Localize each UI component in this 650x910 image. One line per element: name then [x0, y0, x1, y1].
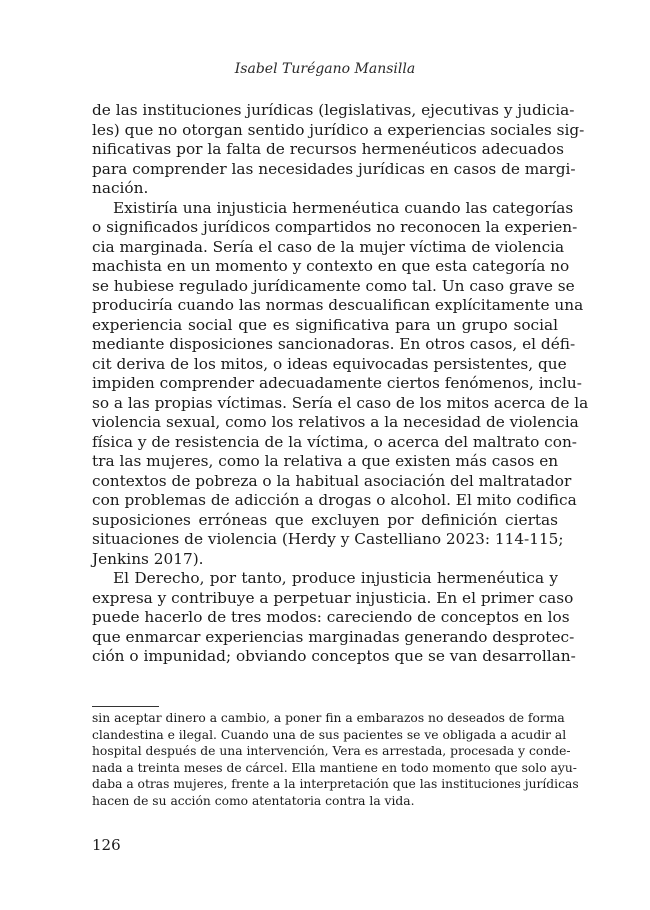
- footnote-line: clandestina e ilegal. Cuando una de sus pacientes se ve obligada a acudir al: [92, 727, 567, 742]
- body-text-line: nación.: [92, 179, 149, 197]
- footnote-divider: [92, 706, 159, 707]
- body-text-line: expresa y contribuye a perpetuar injusticia. En el primer caso: [92, 588, 574, 607]
- body-text-line: contextos de pobreza o la habitual asociación del maltratador: [92, 471, 572, 490]
- body-text-line: cit deriva de los mitos, o ideas equivocadas persistentes, que: [92, 354, 567, 373]
- body-text-line: impiden comprender adecuadamente ciertos fenómenos, inclu-: [92, 374, 582, 392]
- footnote-line: hospital después de una intervención, Vera es arrestada, procesada y conde-: [92, 744, 571, 758]
- footnote-line: hacen de su acción como atentatoria contra la vida.: [92, 793, 415, 808]
- footnote-line: nada a treinta meses de cárcel. Ella mantiene en todo momento que solo ayu-: [92, 760, 577, 775]
- body-text-line: Jenkins 2017).: [92, 549, 204, 568]
- body-text-line: o significados jurídicos compartidos no reconocen la experien-: [92, 218, 578, 236]
- body-text-line: Existiría una injusticia hermenéutica cuando las categorías: [113, 198, 574, 217]
- body-text-line: violencia sexual, como los relativos a la necesidad de violencia: [92, 413, 579, 431]
- body-text-line: suposiciones erróneas que excluyen por definición ciertas: [92, 510, 558, 529]
- body-text-line: puede hacerlo de tres modos: careciendo de conceptos en los: [92, 608, 570, 626]
- running-head: Isabel Turégano Mansilla: [234, 61, 416, 77]
- body-text-line: de las instituciones jurídicas (legislativas, ejecutivas y judicia-: [92, 101, 575, 119]
- footnote-line: sin aceptar dinero a cambio, a poner fin a embarazos no deseados de forma: [92, 711, 565, 725]
- body-text-line: ción o impunidad; obviando conceptos que se van desarrollan-: [92, 647, 576, 665]
- body-text-line: se hubiese regulado jurídicamente como tal. Un caso grave se: [92, 276, 575, 295]
- body-text-line: nificativas por la falta de recursos hermenéuticos adecuados: [92, 140, 564, 158]
- body-text-line: con problemas de adicción a drogas o alcohol. El mito codifica: [92, 491, 577, 509]
- body-text-line: física y de resistencia de la víctima, o acerca del maltrato con-: [92, 432, 577, 451]
- body-text-line: so a las propias víctimas. Sería el caso de los mitos acerca de la: [92, 393, 589, 412]
- body-text-line: situaciones de violencia (Herdy y Castelliano 2023: 114-115;: [92, 530, 564, 548]
- page-number: 126: [92, 836, 121, 854]
- footnote-line: daba a otras mujeres, frente a la interpretación que las instituciones jurídicas: [92, 777, 579, 791]
- body-text-line: les) que no otorgan sentido jurídico a experiencias sociales sig-: [92, 120, 585, 139]
- footnote-block: [92, 710, 579, 809]
- body-text-line: El Derecho, por tanto, produce injusticia hermenéutica y: [113, 569, 558, 587]
- body-text-line: cia marginada. Sería el caso de la mujer víctima de violencia: [92, 237, 565, 256]
- body-text-line: machista en un momento y contexto en que esta categoría no: [92, 257, 570, 275]
- body-text-line: que enmarcar experiencias marginadas generando desprotec-: [92, 627, 575, 646]
- body-text-line: mediante disposiciones sancionadoras. En otros casos, el défi-: [92, 335, 576, 353]
- body-text-line: produciría cuando las normas descualifican explícitamente una: [92, 296, 584, 314]
- body-text-line: experiencia social que es significativa para un grupo social: [92, 315, 558, 334]
- body-text-line: para comprender las necesidades jurídicas en casos de margi-: [92, 159, 576, 178]
- body-text: [92, 101, 589, 667]
- body-text-line: tra las mujeres, como la relativa a que existen más casos en: [92, 452, 559, 470]
